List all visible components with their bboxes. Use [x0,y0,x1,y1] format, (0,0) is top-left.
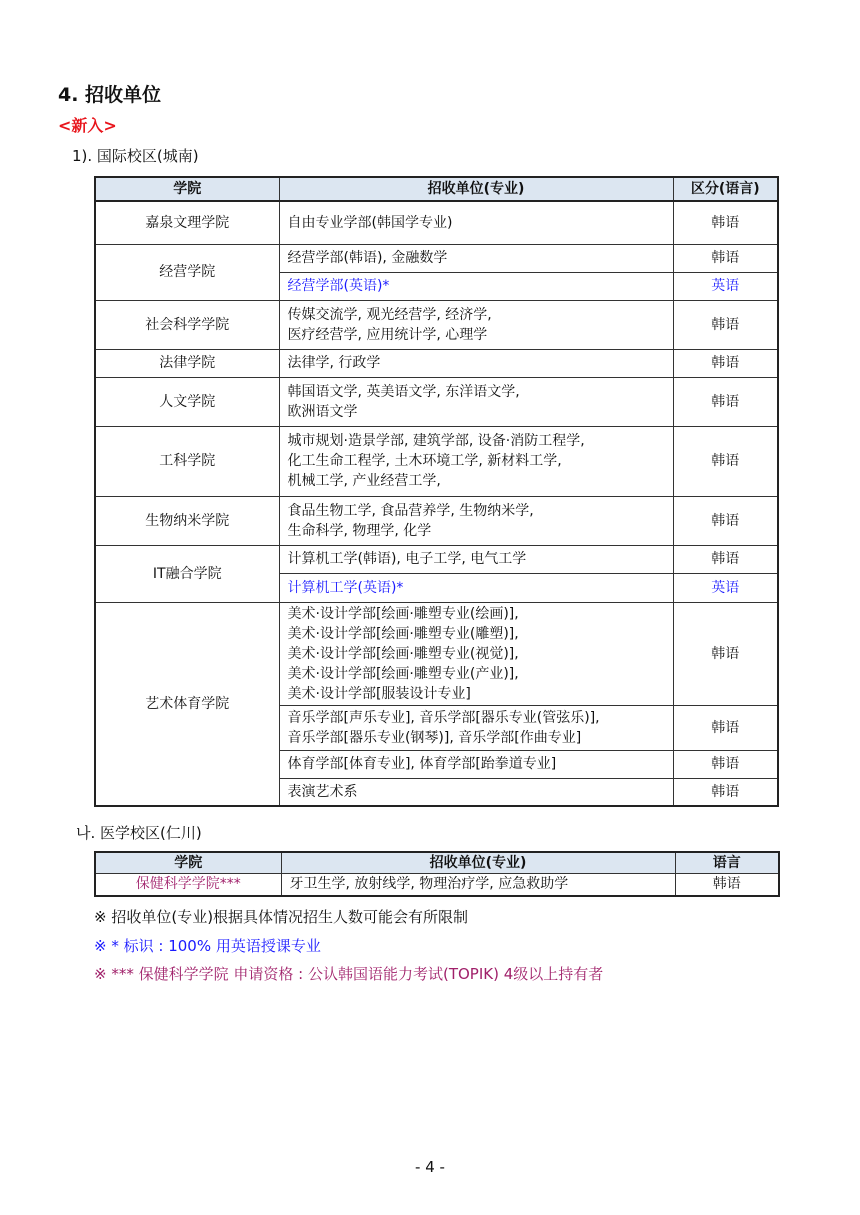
lang-cell: 韩语 [673,377,778,426]
lang-cell: 韩语 [673,778,778,806]
table-header-row [95,177,778,201]
unit-cell: 食品生物工学, 食品营养学, 生物纳米学, 生命科学, 物理学, 化学 [279,496,673,545]
unit-cell: 经营学部(韩语), 金融数学 [279,244,673,272]
new-tag: <新入> [58,116,117,135]
unit-cell: 表演艺术系 [279,778,673,806]
lang-cell: 韩语 [673,201,778,244]
college-cell: 保健科学学院*** [95,874,281,896]
college-cell: 法律学院 [95,349,279,377]
table-row [95,201,778,244]
college-cell: 社会科学学院 [95,300,279,349]
unit-cell: 体育学部[体育专业], 体育学部[跆拳道专业] [279,750,673,778]
lang-cell: 韩语 [673,496,778,545]
college-cell: 经营学院 [95,244,279,300]
college-cell: 人文学院 [95,377,279,426]
college-cell: 工科学院 [95,426,279,496]
lang-cell: 韩语 [673,426,778,496]
lang-cell: 韩语 [673,300,778,349]
col-header-college: 学院 [95,852,281,874]
table-header-row [95,852,779,874]
table-row [95,377,778,426]
unit-cell: 牙卫生学, 放射线学, 物理治疗学, 应急救助学 [281,874,675,896]
unit-cell: 美术·设计学部[绘画·雕塑专业(绘画)], 美术·设计学部[绘画·雕塑专业(雕塑)], 美术·设计学部[绘画·雕塑专业(视觉)], 美术·设计学部[绘画·雕塑专业(产业)], 美术·设计学部[服装设计专业] [279,602,673,705]
lang-cell: 韩语 [673,750,778,778]
col-header-lang: 区分(语言) [673,177,778,201]
unit-cell: 城市规划·造景学部, 建筑学部, 设备·消防工程学, 化工生命工程学, 土木环境工学, 新材料工学, 机械工学, 产业经营工学, [279,426,673,496]
note-topik-requirement: ※ *** 保健科学学院 申请资格 : 公认韩国语能力考试(TOPIK) 4级以上持有者 [94,965,604,983]
unit-cell: 计算机工学(英语)* [279,573,673,602]
note-quota-limit: ※ 招收单位(专业)根据具体情况招生人数可能会有所限制 [94,908,469,926]
unit-cell: 计算机工学(韩语), 电子工学, 电气工学 [279,545,673,573]
lang-cell: 英语 [673,573,778,602]
unit-cell: 自由专业学部(韩国学专业) [279,201,673,244]
campus2-heading: 나. 医学校区(仁川) [76,824,202,842]
college-cell: 生物纳米学院 [95,496,279,545]
table-row [95,545,778,573]
unit-cell: 韩国语文学, 英美语文学, 东洋语文学, 欧洲语文学 [279,377,673,426]
table-row [95,244,778,272]
lang-cell: 韩语 [673,545,778,573]
col-header-college: 学院 [95,177,279,201]
campus1-heading: 1). 国际校区(城南) [72,147,199,165]
note-english-taught: ※ * 标识 : 100% 用英语授课专业 [94,937,321,955]
college-cell: IT融合学院 [95,545,279,602]
lang-cell: 韩语 [673,705,778,750]
campus1-table [94,176,779,807]
college-cell: 艺术体育学院 [95,602,279,806]
table-row [95,300,778,349]
table-row [95,602,778,705]
unit-cell: 经营学部(英语)* [279,272,673,300]
lang-cell: 韩语 [673,602,778,705]
col-header-unit: 招收单位(专业) [279,177,673,201]
table-row [95,874,779,896]
lang-cell: 韩语 [673,244,778,272]
section-title: 4. 招收单位 [58,84,162,106]
unit-cell: 法律学, 行政学 [279,349,673,377]
campus2-table [94,851,780,897]
lang-cell: 韩语 [675,874,779,896]
table-row [95,349,778,377]
table-row [95,496,778,545]
lang-cell: 英语 [673,272,778,300]
page-number: - 4 - [415,1158,445,1176]
unit-cell: 音乐学部[声乐专业], 音乐学部[器乐专业(管弦乐)], 音乐学部[器乐专业(钢琴)], 音乐学部[作曲专业] [279,705,673,750]
lang-cell: 韩语 [673,349,778,377]
table-row [95,426,778,496]
college-cell: 嘉泉文理学院 [95,201,279,244]
col-header-lang: 语言 [675,852,779,874]
unit-cell: 传媒交流学, 观光经营学, 经济学, 医疗经营学, 应用统计学, 心理学 [279,300,673,349]
col-header-unit: 招收单位(专业) [281,852,675,874]
